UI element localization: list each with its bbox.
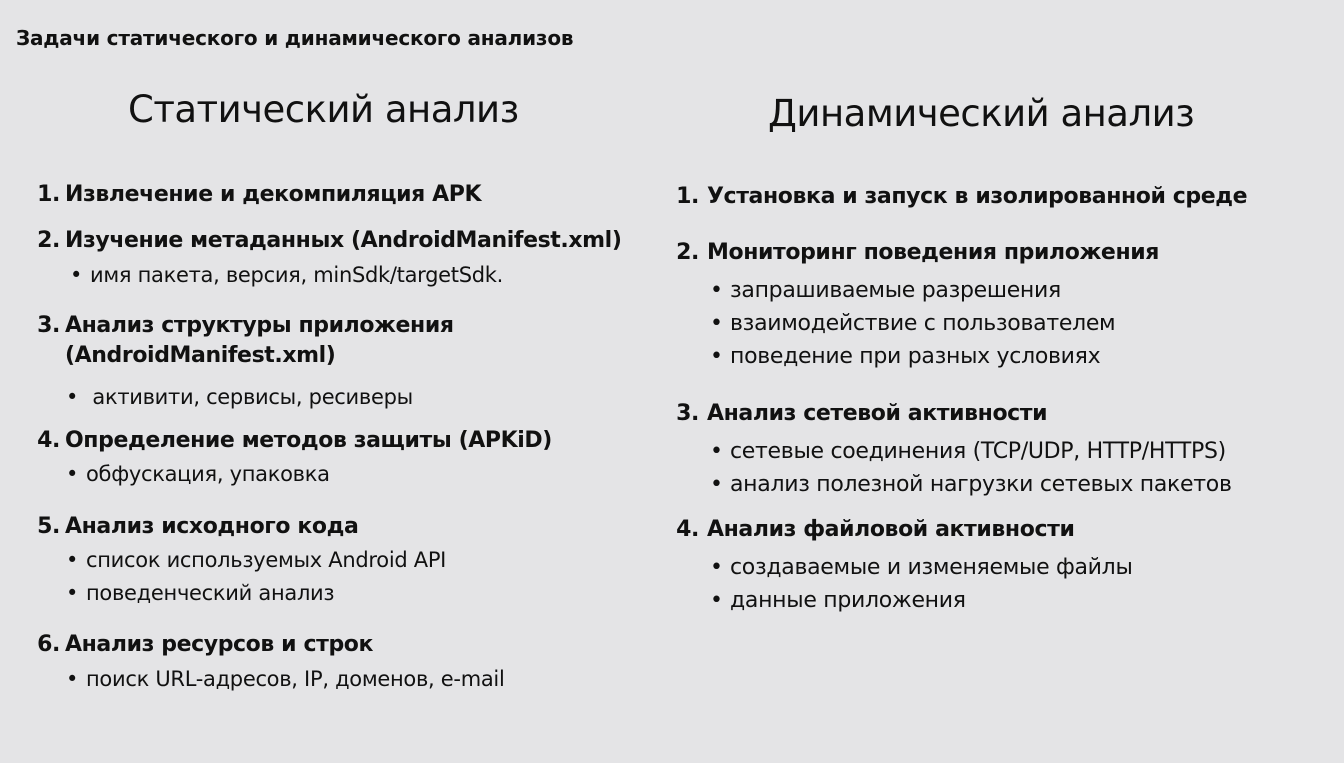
item-title-continuation: (AndroidManifest.xml) bbox=[65, 343, 336, 368]
list-item: • список используемых Android API bbox=[66, 544, 446, 577]
list-item: • поведенческий анализ bbox=[66, 577, 446, 610]
dynamic-item-4-title bbox=[672, 515, 1133, 545]
item-title-text: Анализ структуры приложения bbox=[65, 313, 454, 338]
bullet-icon: • bbox=[710, 311, 723, 336]
dynamic-item-3-title bbox=[672, 399, 1232, 429]
list-item: • поведение при разных условиях bbox=[710, 340, 1159, 373]
item-title-text: Извлечение и декомпиляция APK bbox=[65, 182, 482, 207]
dynamic-item-2 bbox=[672, 238, 1159, 373]
list-item: • создаваемые и изменяемые файлы bbox=[710, 551, 1133, 584]
item-title-text: Анализ ресурсов и строк bbox=[65, 632, 374, 657]
item-title-text: Анализ файловой активности bbox=[707, 517, 1075, 542]
bullet-icon: • bbox=[710, 588, 723, 613]
list-item: • запрашиваемые разрешения bbox=[710, 274, 1159, 307]
static-item-4-title bbox=[0, 426, 552, 456]
item-title-text: Мониторинг поведения приложения bbox=[707, 240, 1159, 265]
list-item: • сетевые соединения (TCP/UDP, HTTP/HTTPS) bbox=[710, 435, 1232, 468]
dynamic-item-2-bullets bbox=[672, 274, 1159, 373]
item-number: 1. bbox=[37, 182, 60, 207]
bullet-icon: • bbox=[710, 439, 723, 464]
bullet-icon: • bbox=[66, 385, 79, 409]
static-item-1-title bbox=[0, 180, 481, 210]
dynamic-item-4-bullets bbox=[672, 551, 1133, 617]
item-number: 5. bbox=[37, 514, 60, 539]
item-number: 4. bbox=[37, 428, 60, 453]
item-title-text: Анализ сетевой активности bbox=[707, 401, 1048, 426]
static-item-5-title bbox=[0, 512, 446, 542]
static-item-6-title bbox=[0, 630, 505, 660]
static-item-5 bbox=[0, 512, 446, 610]
dynamic-analysis-heading: Динамический анализ bbox=[768, 92, 1195, 135]
static-item-2-title bbox=[0, 226, 621, 256]
bullet-icon: • bbox=[710, 278, 723, 303]
item-title-text: Определение методов защиты (APKiD) bbox=[65, 428, 552, 453]
static-item-2-bullets bbox=[0, 259, 621, 292]
bullet-icon: • bbox=[710, 555, 723, 580]
static-item-5-bullets bbox=[0, 544, 446, 610]
list-item: • активити, сервисы, ресиверы bbox=[66, 381, 454, 414]
slide-title: Задачи статического и динамического анализов bbox=[16, 26, 574, 50]
static-item-3-bullets bbox=[0, 381, 454, 414]
item-number: 1. bbox=[676, 184, 699, 209]
item-number: 3. bbox=[37, 313, 60, 338]
bullet-icon: • bbox=[710, 472, 723, 497]
list-item: • анализ полезной нагрузки сетевых пакетов bbox=[710, 468, 1232, 501]
static-item-3-title bbox=[0, 311, 454, 371]
list-item: • обфускация, упаковка bbox=[66, 458, 552, 491]
bullet-icon: • bbox=[66, 581, 79, 605]
item-number: 4. bbox=[676, 517, 699, 542]
bullet-icon: • bbox=[710, 344, 723, 369]
bullet-icon: • bbox=[66, 667, 79, 691]
static-item-6-bullets bbox=[0, 663, 505, 696]
static-item-4 bbox=[0, 426, 552, 491]
item-title-text: Изучение метаданных (AndroidManifest.xml) bbox=[65, 228, 622, 253]
bullet-icon: • bbox=[66, 548, 79, 572]
static-item-2 bbox=[0, 226, 621, 292]
dynamic-item-3-bullets bbox=[672, 435, 1232, 501]
item-number: 6. bbox=[37, 632, 60, 657]
item-number: 2. bbox=[37, 228, 60, 253]
list-item: • взаимодействие с пользователем bbox=[710, 307, 1159, 340]
dynamic-item-3 bbox=[672, 399, 1232, 501]
item-number: 2. bbox=[676, 240, 699, 265]
static-analysis-heading: Статический анализ bbox=[128, 88, 519, 131]
static-item-1 bbox=[0, 180, 481, 210]
item-number: 3. bbox=[676, 401, 699, 426]
static-item-3 bbox=[0, 311, 454, 414]
bullet-icon: • bbox=[66, 462, 79, 486]
list-item: • данные приложения bbox=[710, 584, 1133, 617]
list-item: • поиск URL-адресов, IP, доменов, e-mail bbox=[66, 663, 505, 696]
static-item-6 bbox=[0, 630, 505, 696]
dynamic-item-2-title bbox=[672, 238, 1159, 268]
dynamic-item-1 bbox=[672, 182, 1247, 212]
static-item-4-bullets bbox=[0, 458, 552, 491]
dynamic-item-1-title bbox=[672, 182, 1247, 212]
bullet-icon: • bbox=[70, 263, 83, 287]
dynamic-item-4 bbox=[672, 515, 1133, 617]
item-title-text: Анализ исходного кода bbox=[65, 514, 359, 539]
list-item: • имя пакета, версия, minSdk/targetSdk. bbox=[66, 259, 621, 292]
item-title-text: Установка и запуск в изолированной среде bbox=[707, 184, 1248, 209]
